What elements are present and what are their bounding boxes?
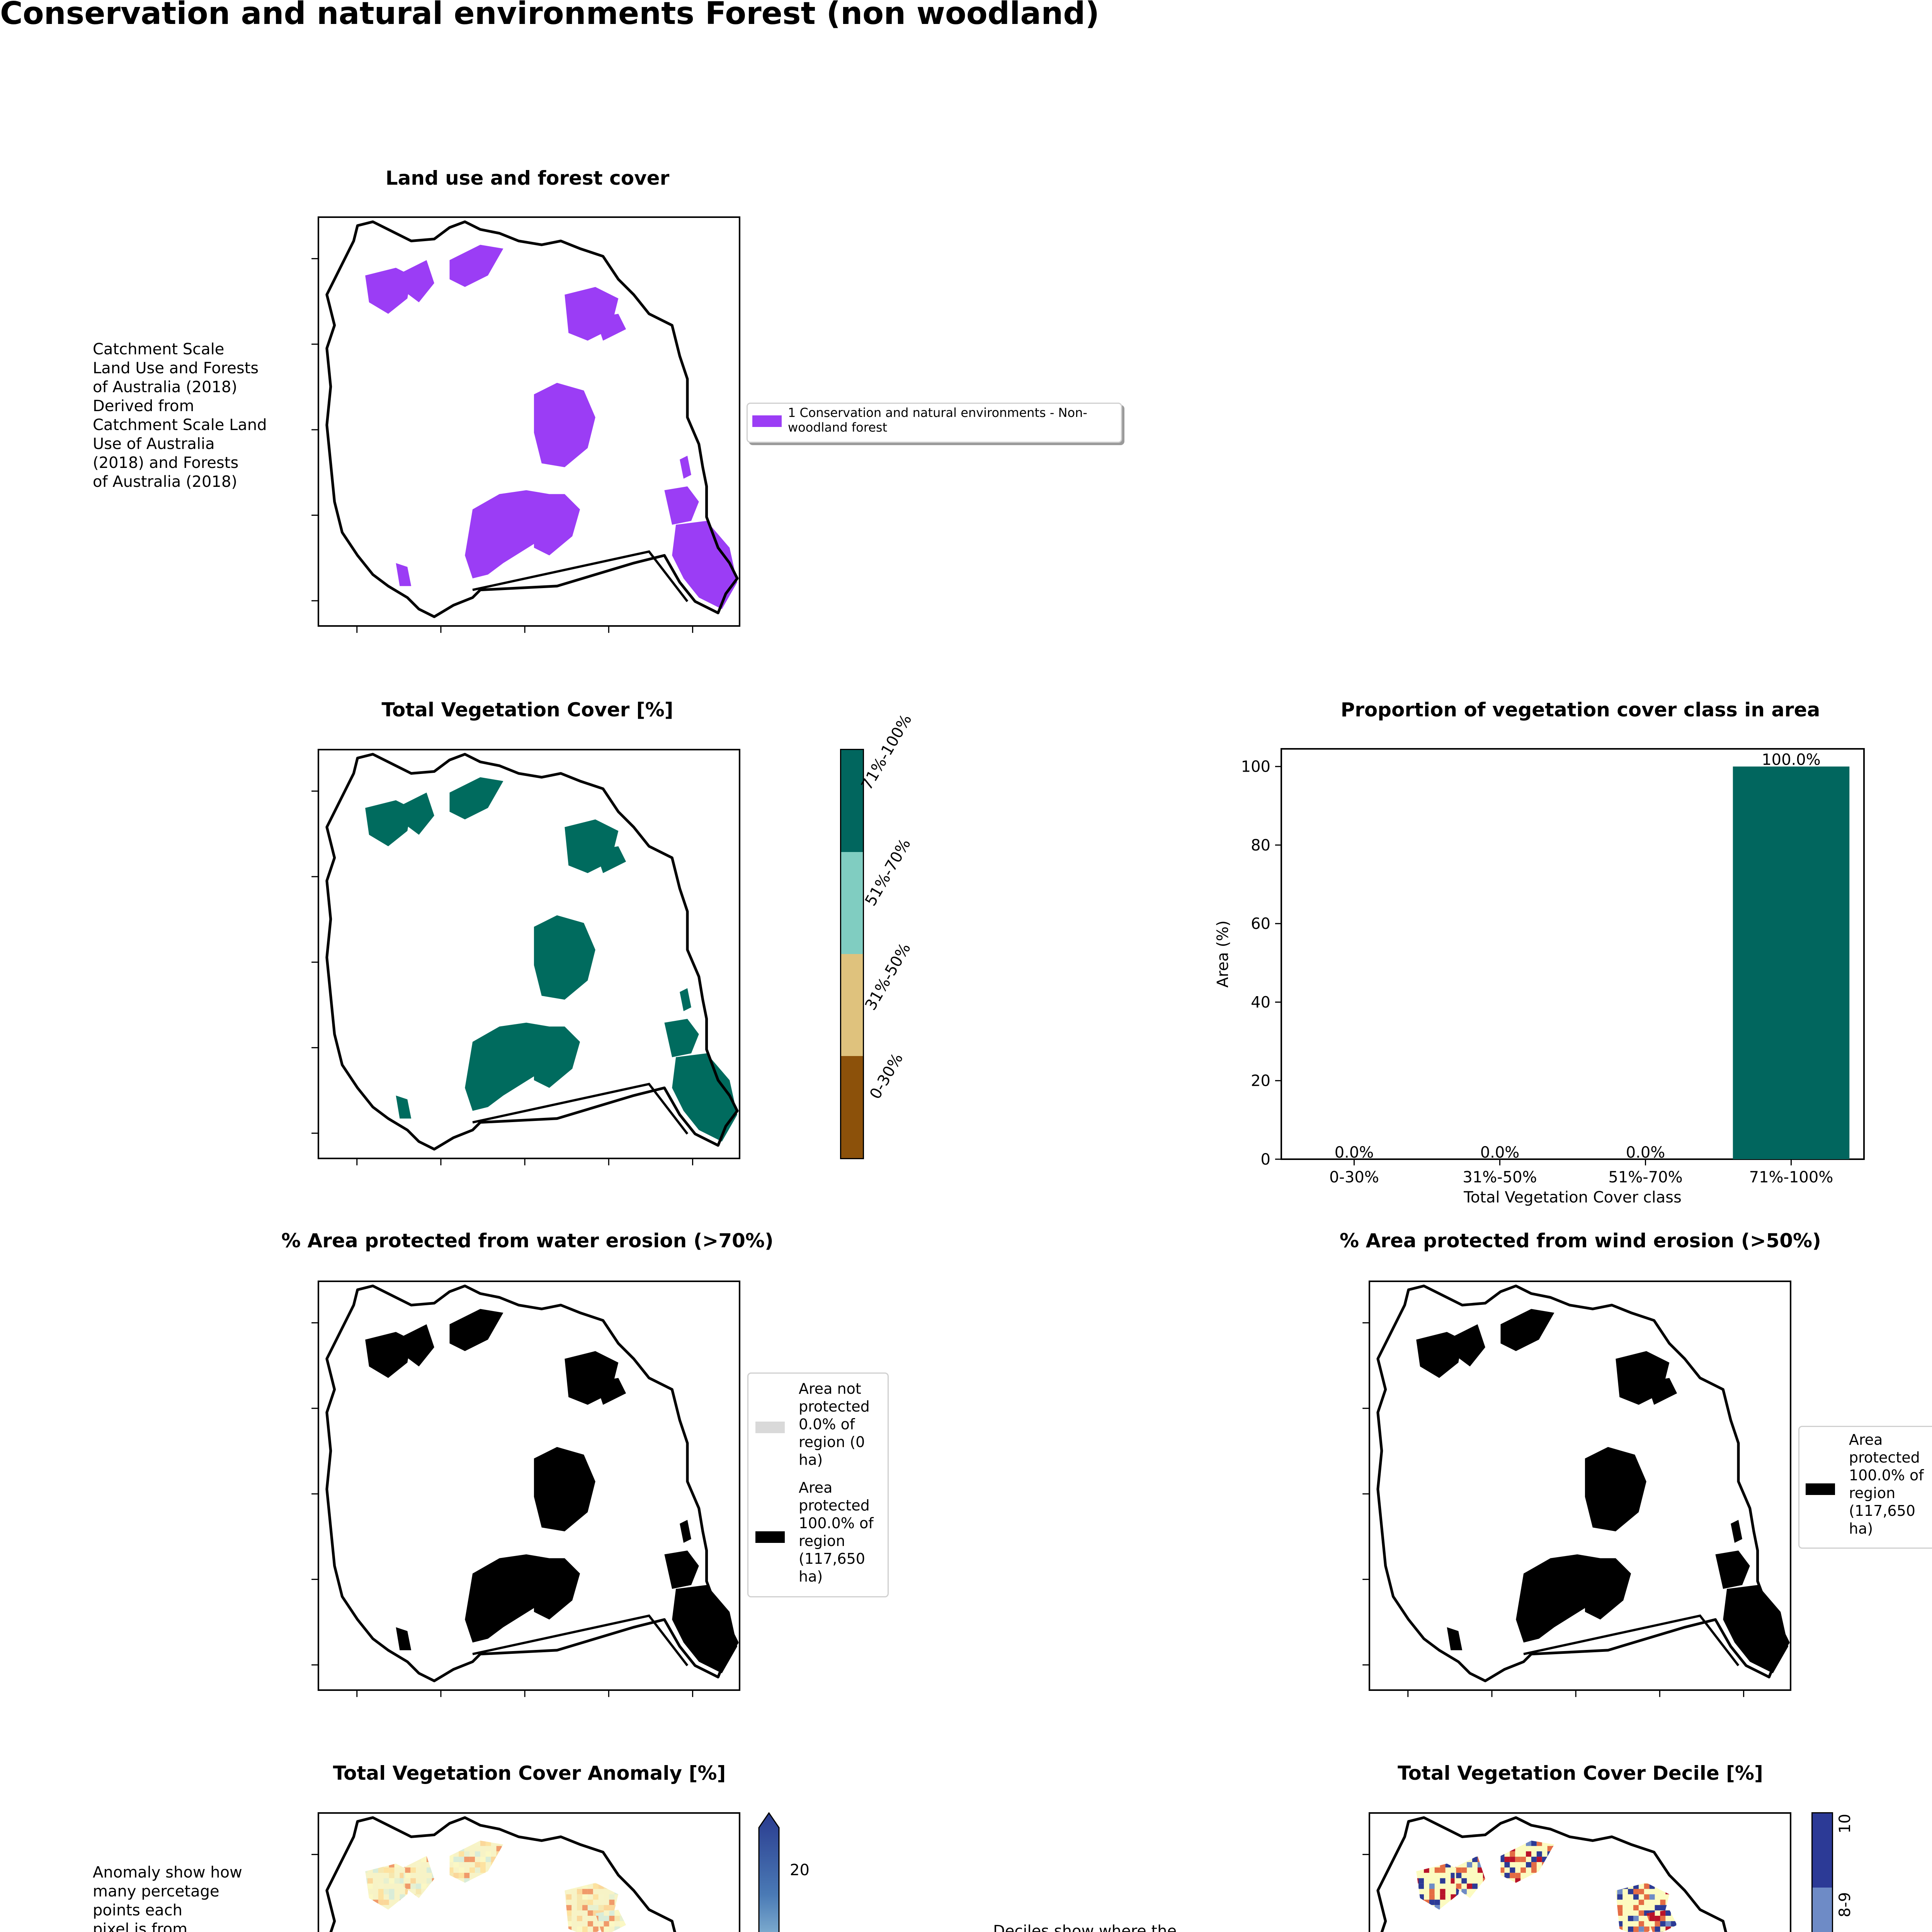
anomaly-colorbar	[758, 1812, 780, 1932]
forest-patches	[319, 1814, 743, 1932]
data-label: 0.0%	[1480, 1144, 1520, 1162]
wind-erosion-title: % Area protected from wind erosion (>50%)	[1287, 1230, 1874, 1252]
x-axis-label: Total Vegetation Cover class	[1463, 1189, 1682, 1206]
pixel-patch	[1370, 1814, 1794, 1932]
legend-label-protected: Area protected 100.0% of region (117,650 ha)	[799, 1479, 888, 1585]
colorbar-segment-31-50	[841, 954, 863, 1056]
anomaly-map	[318, 1812, 740, 1932]
forest-patch	[1646, 1378, 1677, 1405]
decile-segment-8-9	[1813, 1888, 1832, 1932]
colorbar-segment-51-70	[841, 852, 863, 954]
veg-cover-title: Total Vegetation Cover [%]	[317, 699, 738, 721]
land-use-map	[318, 216, 740, 627]
water-erosion-title: % Area protected from water erosion (>70%)	[232, 1230, 823, 1252]
forest-patch	[396, 1627, 412, 1650]
page-title: Conservation and natural environments Forest (non woodland)	[0, 0, 1099, 31]
forest-patches	[1370, 1814, 1794, 1932]
forest-patch	[595, 1378, 626, 1405]
forest-patch	[450, 1309, 503, 1351]
x-tick-label: 51%-70%	[1608, 1168, 1682, 1186]
decile-title: Total Vegetation Cover Decile [%]	[1329, 1762, 1832, 1784]
y-tick-label: 60	[1251, 915, 1270, 933]
legend-swatch-wind-protected	[1806, 1483, 1835, 1495]
forest-patch	[1731, 1520, 1742, 1543]
bar-chart	[1198, 734, 1932, 1221]
pixel-patch	[319, 1814, 743, 1932]
forest-patch	[403, 1324, 434, 1366]
forest-patches	[365, 777, 737, 1141]
forest-patch	[534, 1447, 595, 1531]
forest-patch	[664, 1551, 699, 1589]
decile-map	[1369, 1812, 1791, 1932]
bar-71%-100%	[1733, 767, 1850, 1159]
forest-patch	[450, 245, 503, 287]
forest-patch	[664, 486, 699, 525]
forest-patches	[365, 245, 737, 609]
veg-colorbar-label-2: 31%-50%	[862, 940, 914, 1013]
y-tick-label: 80	[1251, 837, 1270, 854]
x-tick-label: 31%-50%	[1463, 1168, 1537, 1186]
land-use-description: Catchment Scale Land Use and Forests of Australia (2018) Derived from Catchment Scale Land Use of Australia (2018) and Forests of Australia (2018)	[93, 340, 294, 492]
legend-swatch-not-protected	[755, 1422, 785, 1433]
y-tick-label: 20	[1251, 1072, 1270, 1090]
forest-patch	[534, 915, 595, 1000]
forest-patch	[1585, 1558, 1631, 1620]
decile-label-10: 10	[1836, 1814, 1854, 1833]
land-use-legend	[747, 403, 1122, 443]
decile-colorbar	[1811, 1812, 1833, 1932]
legend-label-wind-protected: Area protected 100.0% of region (117,650 ha)	[1849, 1431, 1932, 1537]
bar-chart-title: Proportion of vegetation cover class in area	[1291, 699, 1870, 721]
y-tick-label: 0	[1261, 1151, 1270, 1168]
veg-colorbar-label-3: 0-30%	[866, 1050, 906, 1102]
veg-colorbar-label-0: 71%-100%	[858, 711, 915, 793]
forest-patch	[534, 1558, 580, 1620]
land-use-title: Land use and forest cover	[317, 167, 738, 189]
forest-patch	[1454, 1324, 1485, 1366]
water-erosion-legend	[747, 1372, 889, 1597]
veg-colorbar-label-1: 51%-70%	[862, 836, 914, 909]
forest-patch	[403, 793, 434, 835]
forest-patch	[1501, 1309, 1554, 1351]
legend-label-nonwoodland: 1 Conservation and natural environments - Non- woodland forest	[788, 405, 1120, 435]
decile-segment-10	[1813, 1813, 1832, 1888]
forest-patch	[534, 1027, 580, 1088]
y-tick-label: 100	[1241, 758, 1270, 776]
data-label: 100.0%	[1762, 751, 1821, 769]
anomaly-description: Anomaly show how many percetage points each pixel is from	[93, 1863, 294, 1932]
data-label: 0.0%	[1335, 1144, 1374, 1162]
wind-erosion-legend	[1798, 1426, 1932, 1549]
forest-patch	[1585, 1447, 1646, 1531]
legend-label-not-protected: Area not protected 0.0% of region (0 ha)	[799, 1380, 888, 1469]
legend-swatch-protected	[755, 1531, 785, 1543]
water-erosion-map	[318, 1281, 740, 1691]
forest-patch	[680, 1520, 691, 1543]
x-tick-label: 71%-100%	[1749, 1168, 1833, 1186]
forest-patch	[534, 494, 580, 556]
anomaly-tick-20: 20	[790, 1861, 810, 1879]
colorbar-segment-71-100	[841, 750, 863, 852]
wind-erosion-map	[1369, 1281, 1791, 1691]
y-tick-label: 40	[1251, 993, 1270, 1011]
colorbar-segment-0-30	[841, 1056, 863, 1158]
forest-patch	[403, 260, 434, 302]
forest-patch	[595, 314, 626, 340]
forest-patch	[1715, 1551, 1750, 1589]
anomaly-title: Total Vegetation Cover Anomaly [%]	[278, 1762, 781, 1784]
forest-patches	[1416, 1309, 1788, 1673]
forest-patch	[680, 988, 691, 1011]
forest-patches	[365, 1309, 737, 1673]
x-tick-label: 0-30%	[1329, 1168, 1379, 1186]
veg-cover-colorbar	[840, 749, 864, 1159]
forest-patch	[595, 846, 626, 873]
y-axis-label: Area (%)	[1214, 920, 1232, 988]
forest-patch	[680, 456, 691, 479]
forest-patch	[396, 1095, 412, 1119]
decile-description: Deciles show where the	[993, 1922, 1209, 1932]
forest-patch	[450, 777, 503, 819]
forest-patch	[396, 563, 412, 586]
forest-patch	[1447, 1627, 1463, 1650]
data-label: 0.0%	[1626, 1144, 1665, 1162]
decile-label-8-9: 8-9	[1836, 1892, 1854, 1917]
forest-patch	[664, 1019, 699, 1057]
legend-swatch-nonwoodland	[752, 415, 782, 427]
forest-patch	[534, 383, 595, 467]
veg-cover-map	[318, 749, 740, 1159]
